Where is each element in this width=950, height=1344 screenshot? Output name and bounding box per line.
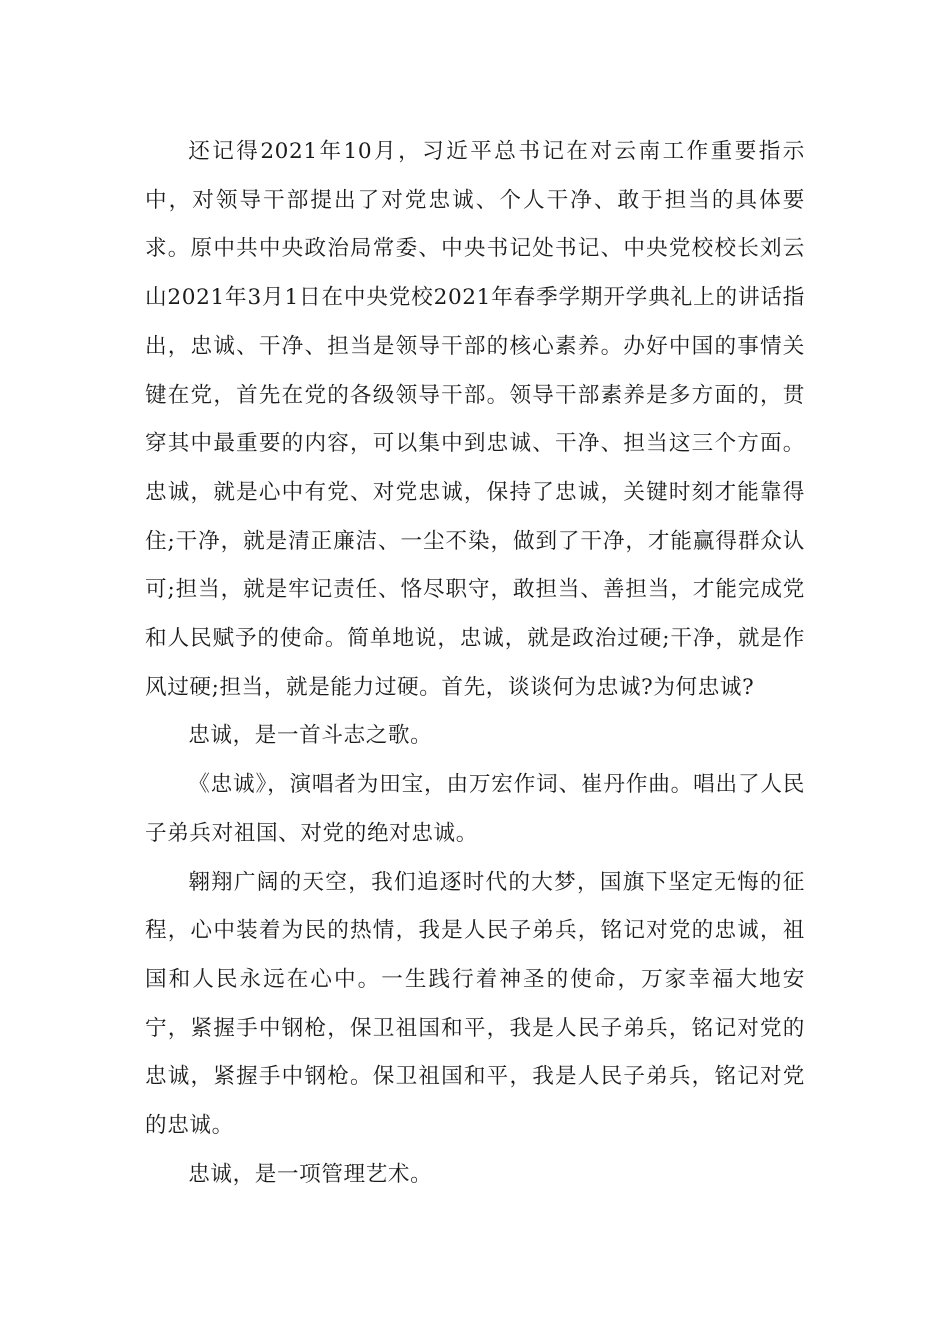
paragraph-loyalty-clean-responsibility: 还记得2021年10月，习近平总书记在对云南工作重要指示中，对领导干部提出了对党忠诚、个人干净、敢于担当的具体要求。原中共中央政治局常委、中央书记处书记、中央党校校长刘云山2021年3月1日在中央党校2021年春季学期开学典礼上的讲话指出，忠诚、干净、担当是领导干部的核心素养。办好中国的事情关键在党，首先在党的各级领导干部。领导干部素养是多方面的，贯穿其中最重要的内容，可以集中到忠诚、干净、担当这三个方面。忠诚，就是心中有党、对党忠诚，保持了忠诚，关键时刻才能靠得住;干净，就是清正廉洁、一尘不染，做到了干净，才能赢得群众认可;担当，就是牢记责任、恪尽职守，敢担当、善担当，才能完成党和人民赋予的使命。简单地说，忠诚，就是政治过硬;干净，就是作风过硬;担当，就是能力过硬。首先，谈谈何为忠诚?为何忠诚? <box>145 139 805 700</box>
paragraph-management-art-heading: 忠诚，是一项管理艺术。 <box>188 1161 433 1187</box>
paragraph-loyalty-song-lyrics: 翱翔广阔的天空，我们追逐时代的大梦，国旗下坚定无悔的征程，心中装着为民的热情，我是人民子弟兵，铭记对党的忠诚，祖国和人民永远在心中。一生践行着神圣的使命，万家幸福大地安宁，紧握手中钢枪，保卫祖国和平，我是人民子弟兵，铭记对党的忠诚，紧握手中钢枪。保卫祖国和平，我是人民子弟兵，铭记对党的忠诚。 <box>145 869 805 1139</box>
document-page <box>145 128 805 1199</box>
paragraph-loyalty-song-heading: 忠诚，是一首斗志之歌。 <box>188 723 433 749</box>
paragraph-loyalty-song-intro: 《忠诚》，演唱者为田宝，由万宏作词、崔丹作曲。唱出了人民子弟兵对祖国、对党的绝对忠诚。 <box>145 772 805 846</box>
